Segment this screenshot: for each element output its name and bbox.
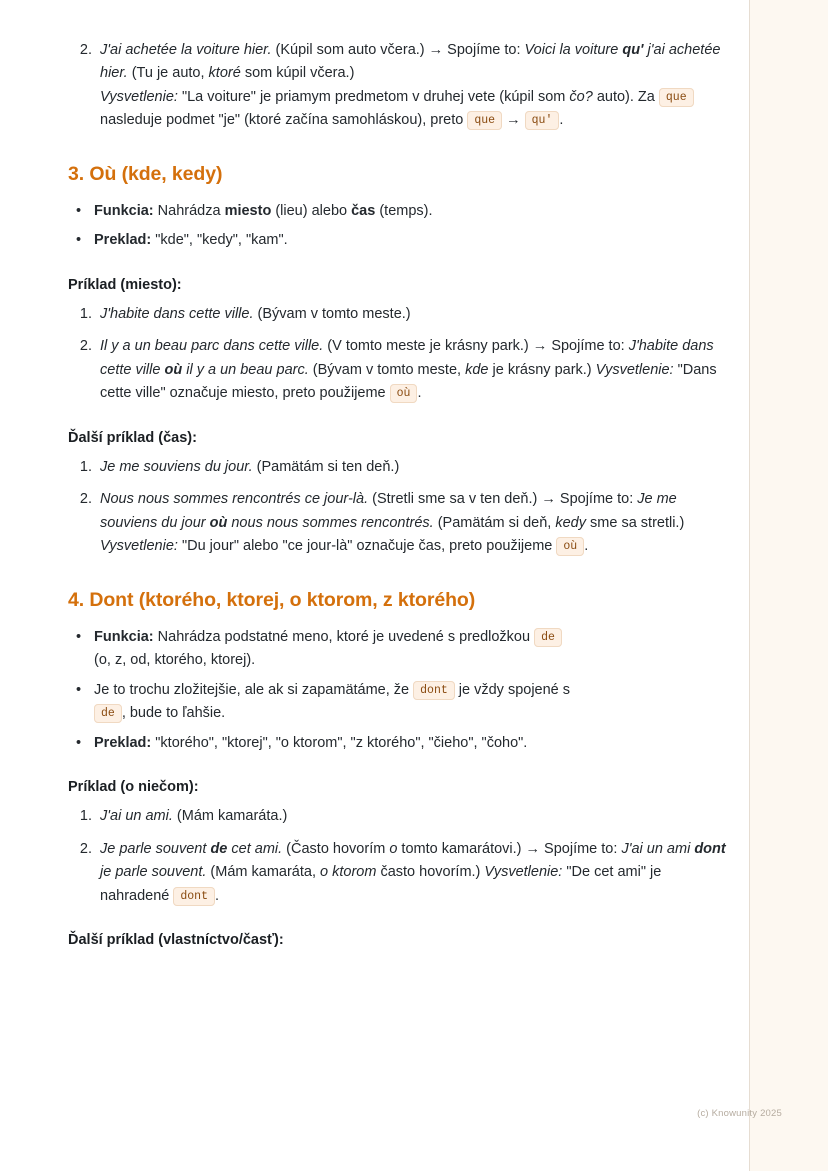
example-list <box>68 805 728 908</box>
inline-code: de <box>94 704 122 723</box>
list-item: 2. Nous nous sommes rencontrés ce jour-là. (Stretli sme sa v ten deň.) → Spojíme to: Je me souviens du jour où nous nous sommes rencontrés. (Pamätám si deň, kedy sme sa stretli.) Vysvetlenie: "Du jour" alebo "ce jour-là" označuje čas, preto použijeme où . <box>96 488 728 558</box>
watermark: (c) Knowunity 2025 <box>697 1108 782 1119</box>
list-item: • Preklad: "kde", "kedy", "kam". <box>90 229 728 252</box>
inline-code: qu' <box>525 111 560 130</box>
list-item: 2. Je parle souvent de cet ami. (Často hovorím o tomto kamarátovi.) → Spojíme to: J'ai un ami dont je parle souvent. (Mám kamaráta, o ktorom často hovorím.) Vysvetlenie: "De cet ami" je nahradené dont . <box>96 838 728 908</box>
list-item: 1. J'habite dans cette ville. (Bývam v tomto meste.) <box>96 303 728 326</box>
example-subheading: Príklad (miesto): <box>68 276 182 293</box>
inline-code: dont <box>413 681 455 700</box>
list-item: • Funkcia: Nahrádza podstatné meno, ktoré je uvedené s predložkou de (o, z, od, ktorého, ktorej). <box>90 626 728 673</box>
section-heading: 4. Dont (ktorého, ktorej, o ktorom, z ktorého) <box>68 588 476 611</box>
inline-code: où <box>390 384 418 403</box>
list-item: • Preklad: "ktorého", "ktorej", "o ktorom", "z ktorého", "čieho", "čoho". <box>90 732 728 755</box>
rich-text: J'ai achetée la voiture hier. (Kúpil som auto včera.) → Spojíme to: Voici la voiture qu' j'ai achetée hier. (Tu je auto, ktoré som kúpil včera.) Vysvetlenie: "La voiture" je priamym predmetom v druhej vete (kúpil som čo? auto). Za que nasleduje podmet "je" (ktoré začína samohláskou), preto que → qu' . <box>100 42 721 129</box>
example-subheading: Ďalší príklad (čas): <box>68 429 197 446</box>
list-item: • Je to trochu zložitejšie, ale ak si zapamätáme, že dont je vždy spojené s de , bude to ľahšie. <box>90 679 728 726</box>
list-item <box>96 39 728 133</box>
bullet-list <box>68 626 728 755</box>
inline-code: que <box>467 111 502 130</box>
bullet-list <box>68 200 728 253</box>
inline-code: que <box>659 88 694 107</box>
sections-container <box>68 163 728 948</box>
list-item: 1. Je me souviens du jour. (Pamätám si ten deň.) <box>96 456 728 479</box>
example-list <box>68 303 728 406</box>
section-heading: 3. Où (kde, kedy) <box>68 162 223 185</box>
continued-list <box>68 39 728 133</box>
inline-code: où <box>556 537 584 556</box>
example-subheading: Príklad (o niečom): <box>68 779 199 796</box>
list-item: 2. Il y a un beau parc dans cette ville. (V tomto meste je krásny park.) → Spojíme to: J'habite dans cette ville où il y a un beau parc. (Bývam v tomto meste, kde je krásny park.) Vysvetlenie: "Dans cette ville" označuje miesto, preto použijeme où . <box>96 335 728 405</box>
example-list <box>68 456 728 559</box>
inline-code: de <box>534 628 562 647</box>
inline-code: dont <box>173 887 215 906</box>
list-item: 1. J'ai un ami. (Mám kamaráta.) <box>96 805 728 828</box>
example-subheading: Ďalší príklad (vlastníctvo/časť): <box>68 932 284 949</box>
list-item: • Funkcia: Nahrádza miesto (lieu) alebo čas (temps). <box>90 200 728 223</box>
